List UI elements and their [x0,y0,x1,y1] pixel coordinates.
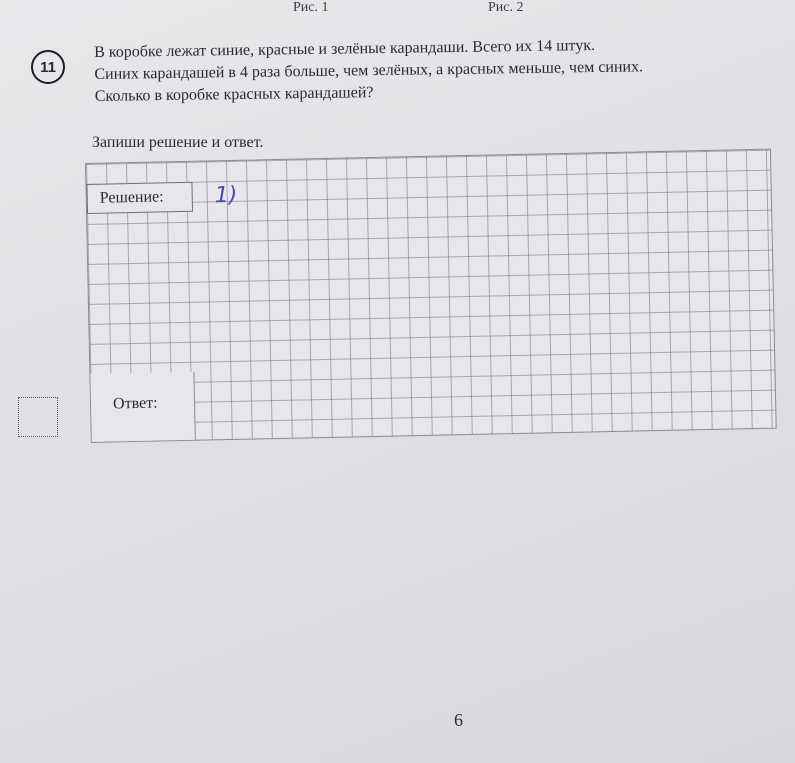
task-number-badge: 11 [31,50,65,84]
figure-label-1: Рис. 1 [293,0,329,15]
solution-label: Решение: [86,182,193,214]
task-text-line-2: Синих карандашей в 4 раза больше, чем зелёных, а красных меньше, чем синих. [94,58,644,83]
score-box[interactable] [18,397,58,437]
page-number: 6 [454,710,463,730]
handwritten-note: 1) [214,182,238,209]
answer-label: Ответ: [90,372,195,442]
task-text [94,33,735,108]
task-text-line-1: В коробке лежат синие, красные и зелёные карандаши. Всего их 14 штук. [94,37,596,61]
figure-label-2: Рис. 2 [488,0,524,15]
instruction-text: Запиши решение и ответ. [92,134,264,151]
answer-grid[interactable] [85,149,777,443]
task-text-line-3: Сколько в коробке красных карандашей? [94,84,374,105]
